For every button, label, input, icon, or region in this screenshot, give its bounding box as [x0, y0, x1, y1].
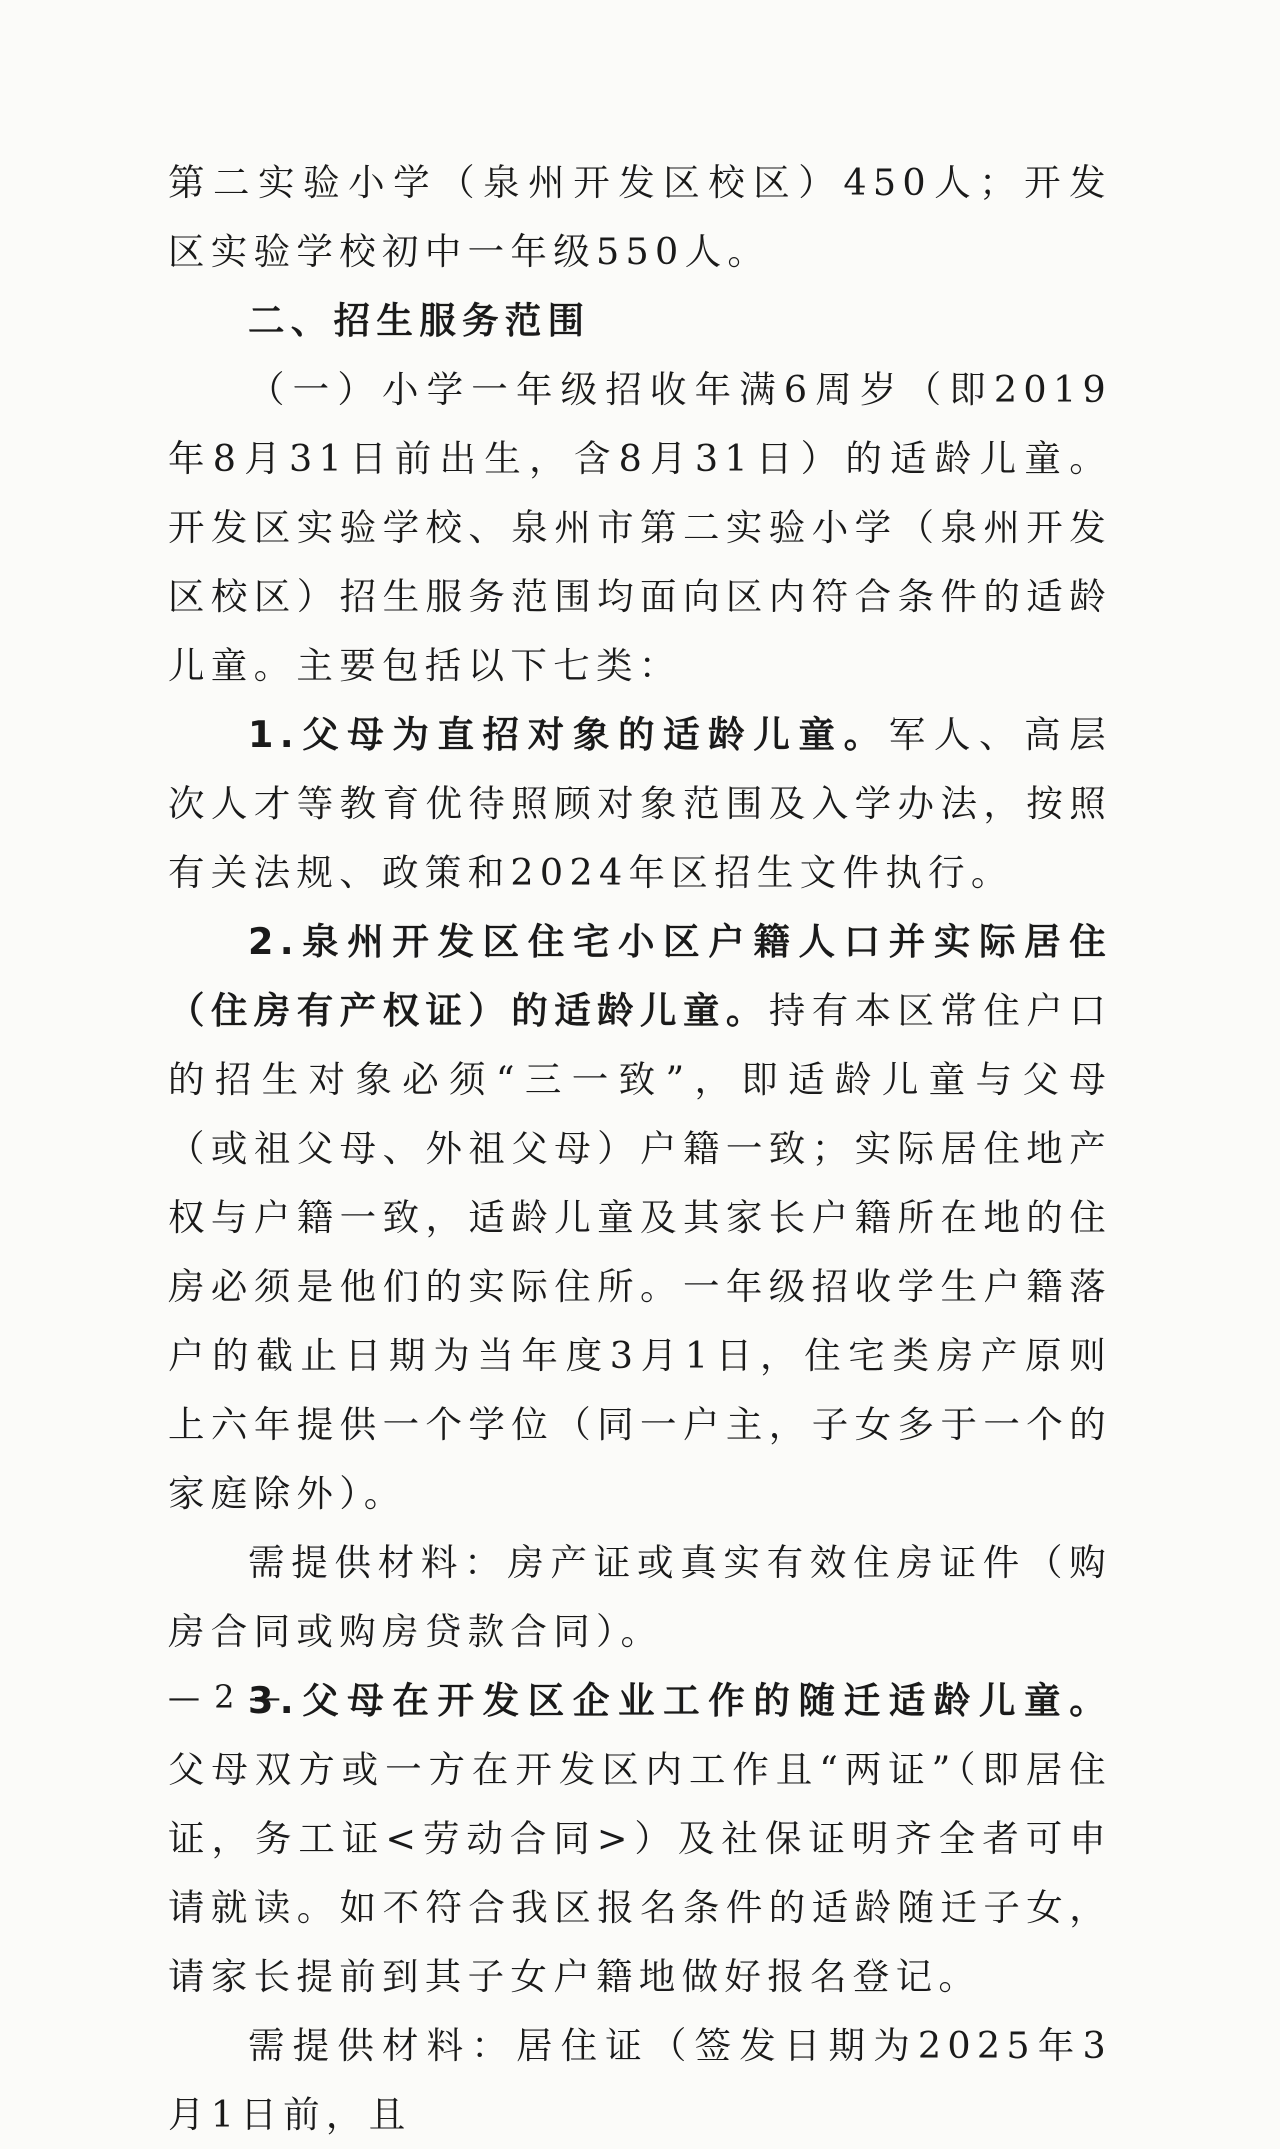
item-1-title: 1.父母为直招对象的适龄儿童。 — [248, 713, 889, 756]
page-number: — 2 — — [168, 1678, 283, 1716]
paragraph-item-1 — [168, 700, 1112, 907]
item-1-body: 军人、高层次人才等教育优待照顾对象范围及入学办法，按照有关法规、政策和2024年区招生文件执行。 — [168, 713, 1113, 894]
item-3-title: 3.父母在开发区企业工作的随迁适龄儿童。 — [248, 1679, 1112, 1722]
section-heading-enrollment-scope: 二、招生服务范围 — [248, 299, 591, 342]
document-body — [168, 148, 1112, 2149]
item-3-body: 父母双方或一方在开发区内工作且“两证”（即居住证，务工证<劳动合同>）及社保证明齐全者可申请就读。如不符合我区报名条件的适龄随迁子女，请家长提前到其子女户籍地做好报名登记。 — [168, 1748, 1112, 1998]
paragraph-item-2-materials: 需提供材料：房产证或真实有效住房证件（购房合同或购房贷款合同）。 — [168, 1541, 1112, 1653]
item-2-title: 2.泉州开发区住宅小区户籍人口并实际居住（住房有产权证）的适龄儿童。 — [168, 920, 1112, 1032]
paragraph-enrollment-quota: 第二实验小学（泉州开发区校区）450人；开发区实验学校初中一年级550人。 — [168, 161, 1112, 273]
paragraph-item-2 — [168, 907, 1112, 1528]
paragraph-item-3-materials: 需提供材料：居住证（签发日期为2025年3月1日前，且 — [168, 2024, 1112, 2136]
item-2-body: 持有本区常住户口的招生对象必须“三一致”，即适龄儿童与父母（或祖父母、外祖父母）户籍一致；实际居住地产权与户籍一致，适龄儿童及其家长户籍所在地的住房必须是他们的实际住所。一年级招收学生户籍落户的截止日期为当年度3月1日，住宅类房产原则上六年提供一个学位（同一户主，子女多于一个的家庭除外）。 — [168, 989, 1112, 1515]
paragraph-primary-grade-one: （一）小学一年级招收年满6周岁（即2019年8月31日前出生，含8月31日）的适龄儿童。开发区实验学校、泉州市第二实验小学（泉州开发区校区）招生服务范围均面向区内符合条件的适龄儿童。主要包括以下七类： — [168, 368, 1112, 687]
paragraph-item-3 — [168, 1666, 1112, 2011]
